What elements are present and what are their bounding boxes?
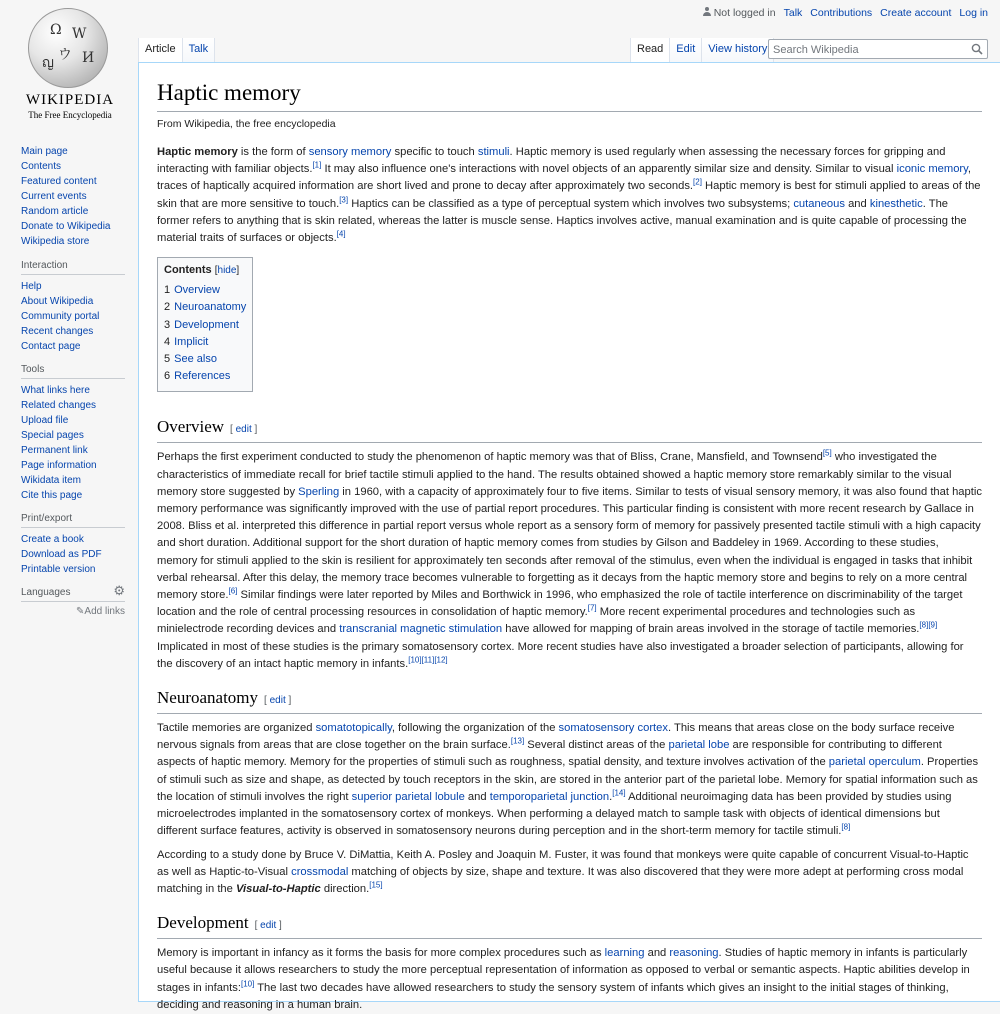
heading-overview: Overview [ edit ] bbox=[157, 416, 982, 443]
toc-title: Contents bbox=[164, 264, 212, 277]
link-temporoparietal-junction[interactable]: temporoparietal junction bbox=[489, 790, 610, 803]
edit-section-neuroanatomy[interactable]: edit bbox=[269, 695, 286, 707]
wikipedia-logo[interactable] bbox=[20, 8, 120, 126]
toc-num: 6 bbox=[164, 370, 171, 383]
link-stimuli[interactable]: stimuli bbox=[477, 146, 510, 158]
neuroanatomy-paragraph-2: According to a study done by Bruce V. DiMattia, Keith A. Posley and Joaquin M. Fuster, it was found that monkeys were quite capable of concurrent Visual-to-Haptic as well as Haptic-to-Visual crossmodal matching of objects by size, shape and texture. It was also discovered that they were more adept at performing cross modal matching in the Visual-to-Haptic direction.[15] bbox=[157, 848, 969, 895]
nav-tools bbox=[21, 364, 125, 503]
tab-edit[interactable] bbox=[669, 38, 701, 62]
pencil-icon: ✎ bbox=[76, 606, 85, 617]
portal-title-tools: Tools bbox=[21, 364, 125, 379]
wordmark: WIKIPEDIA bbox=[25, 92, 115, 108]
personal-tools bbox=[703, 7, 988, 19]
content-area bbox=[138, 62, 1000, 1011]
nav-featured-content[interactable]: Featured content bbox=[21, 176, 97, 187]
nav-main-page[interactable]: Main page bbox=[21, 146, 68, 157]
nav-current-events[interactable]: Current events bbox=[21, 191, 87, 202]
nav-community-portal[interactable]: Community portal bbox=[21, 311, 100, 322]
nav-contents[interactable]: Contents bbox=[21, 161, 62, 172]
portal-title-languages: Languages bbox=[21, 587, 125, 602]
nav-upload-file[interactable]: Upload file bbox=[21, 415, 69, 426]
edit-section-development[interactable]: edit bbox=[260, 920, 277, 932]
tab-read[interactable] bbox=[630, 38, 669, 62]
toc-link-references[interactable]: References bbox=[174, 370, 231, 383]
tab-article[interactable] bbox=[138, 38, 182, 62]
nav-what-links-here[interactable]: What links here bbox=[21, 385, 90, 396]
tab-talk[interactable] bbox=[182, 38, 216, 62]
nav-about[interactable]: About Wikipedia bbox=[21, 296, 94, 307]
development-paragraph: Memory is important in infancy as it forms the basis for more complex procedures such as learning and reasoning. Studies of haptic memory in infants is particularly useful because it allows researchers to study the more perceptual representation of information as opposed to verbal or semantic aspects. Haptic abilities develop in stages in infants:[10] The last two decades have allowed researchers to study the sensory system of infants which gives an insight to the initial stages of thinking, deciding and reasoning in a human brain. bbox=[157, 947, 970, 1011]
toc-num: 4 bbox=[164, 335, 171, 348]
sidebar bbox=[0, 0, 138, 1000]
nav-cite-page[interactable]: Cite this page bbox=[21, 490, 83, 501]
neuroanatomy-paragraph-1: Tactile memories are organized somatotopically, following the organization of the somatosensory cortex. This means that areas close on the body surface receive nervous signals from areas that are close together on the brain surface.[13] Several distinct areas of the parietal lobe are responsible for contributing to different aspects of haptic memory. Memory for the properties of stimuli such as roughness, spatial density, and texture involves activation of the parietal operculum. Properties of stimuli such as size and shape, as detected by touch receptors in the skin, are stored in the anterior part of the parietal lobe. Memory for spatial information such as the location of stimuli involves the right superior parietal lobule and temporoparietal junction.[14] Additional neuroimaging data has been provided by studies using microelectrodes implanted in the somatosensory cortex of monkeys. When performing a delayed match to sample task with objects of identical dimensions but different surface features, activity is observed in somatosensory neurons during perception and in the short-term memory for tactile stimuli.[8] bbox=[157, 722, 979, 838]
toc-hide-link[interactable]: hide bbox=[217, 265, 237, 277]
heading-neuroanatomy-text: Neuroanatomy bbox=[157, 688, 259, 708]
toc-item[interactable] bbox=[164, 334, 246, 351]
heading-neuroanatomy: Neuroanatomy [ edit ] bbox=[157, 687, 982, 714]
create-account-link[interactable]: Create account bbox=[880, 7, 952, 19]
user-icon bbox=[703, 7, 711, 16]
toc-num: 2 bbox=[164, 301, 171, 314]
talk-link[interactable]: Talk bbox=[783, 7, 803, 19]
toc-item[interactable] bbox=[164, 282, 246, 299]
portal-title-print: Print/export bbox=[21, 513, 125, 528]
contributions-link[interactable]: Contributions bbox=[810, 7, 873, 19]
nav-download-pdf[interactable]: Download as PDF bbox=[21, 549, 102, 560]
heading-development-text: Development bbox=[157, 913, 249, 933]
link-iconic-memory[interactable]: iconic memory bbox=[896, 163, 968, 176]
heading-overview-text: Overview bbox=[157, 417, 225, 437]
nav-donate[interactable]: Donate to Wikipedia bbox=[21, 221, 111, 232]
nav-help[interactable]: Help bbox=[21, 281, 42, 292]
not-logged-in: Not logged in bbox=[713, 7, 776, 19]
toc-item[interactable] bbox=[164, 299, 246, 316]
tab-read-label: Read bbox=[637, 43, 664, 55]
toc-link-implicit[interactable]: Implicit bbox=[174, 335, 209, 348]
toc-num: 3 bbox=[164, 318, 171, 331]
toc-link-development[interactable]: Development bbox=[174, 318, 239, 331]
overview-paragraph: Perhaps the first experiment conducted to study the phenomenon of haptic memory was that of Bliss, Crane, Mansfield, and Townsend[5] who investigated the characteristics of immediate recall for brief tactile stimuli applied to the hand. The results obtained showed a haptic memory store remarkably similar to the visual memory store suggested by Sperling in 1960, with a capacity of approximately four to five items. Similar to tests of visual sensory memory, it was also found that haptic memory performance was significantly improved with the use of partial report procedures. This particular finding is consistent with more recent research by Gallace in 2008. Bliss et al. interpreted this difference in partial report versus whole report as a sensory form of memory for passively presented tactile stimuli with a high capacity and short duration. Additional support for the short duration of haptic memory comes from studies by Gilson and Baddeley in 1969. According to these studies, memory for stimuli applied to the skin is resilient for approximately ten seconds after removal of the stimulus, even when the individual is engaged in tasks that inhibit verbal rehearsal. After this delay, the memory trace becomes vulnerable to forgetting as it decays from the haptic memory store and begins to rely on a more central memory store.[6] Similar findings were later reported by Miles and Borthwick in 1996, who emphasized the role of tactile interference on discriminability of the target location and the role of central processing resources in consolidation of haptic memory.[7] More recent experimental procedures and technologies such as minielectrode recording devices and transcranial magnetic stimulation have allowed for mapping of brain areas involved in the storage of tactile memories.[8][9] Implicated in most of these studies is the primary somatosensory cortex. More recent studies have also investigated a broader selection of participants, allowing for the discovery of an intact haptic memory in infants.[10][11][12] bbox=[157, 448, 982, 670]
nav-interaction bbox=[21, 260, 125, 354]
page-title: Haptic memory bbox=[157, 79, 982, 112]
nav-recent-changes[interactable]: Recent changes bbox=[21, 326, 94, 337]
intro-paragraph: Haptic memory is the form of sensory memory specific to touch stimuli. Haptic memory is used regularly when assessing the necessary forces for gripping and interacting with familiar objects.[1] It may also influence one's interactions with novel objects of an apparently similar size and density. Similar to visual iconic memory, traces of haptically acquired information are short lived and prone to decay after approximately two seconds.[2] Haptic memory is best for stimuli applied to areas of the skin that are more sensitive to touch.[3] Haptics can be classified as a type of perceptual system which involves two subsystems; cutaneous and kinesthetic. The former refers to anything that is skin related, whereas the latter is muscle sense. Haptics involves active, manual examination and is quite capable of processing the material traits of surfaces or objects.[4] bbox=[157, 146, 981, 245]
link-somatosensory-cortex[interactable]: somatosensory cortex bbox=[558, 722, 668, 735]
log-in-link[interactable]: Log in bbox=[959, 7, 988, 19]
nav-permanent-link[interactable]: Permanent link bbox=[21, 445, 88, 456]
nav-create-book[interactable]: Create a book bbox=[21, 534, 84, 545]
link-learning[interactable]: learning bbox=[604, 947, 645, 960]
nav-special-pages[interactable]: Special pages bbox=[21, 430, 84, 441]
nav-wikidata-item[interactable]: Wikidata item bbox=[21, 475, 82, 486]
search-input[interactable] bbox=[769, 41, 965, 59]
toc-num: 1 bbox=[164, 284, 171, 297]
edit-section-overview[interactable]: edit bbox=[235, 424, 252, 436]
link-tms[interactable]: transcranial magnetic stimulation bbox=[339, 623, 503, 636]
toc-item[interactable] bbox=[164, 368, 246, 385]
heading-development: Development [ edit ] bbox=[157, 912, 982, 939]
tab-view-history[interactable] bbox=[701, 38, 774, 62]
link-parietal-lobe[interactable]: parietal lobe bbox=[668, 739, 730, 752]
link-parietal-operculum[interactable]: parietal operculum bbox=[828, 756, 921, 769]
add-links-link[interactable]: Add links bbox=[84, 606, 125, 617]
tab-edit-label: Edit bbox=[676, 43, 696, 55]
tab-history-label: View history bbox=[708, 43, 768, 55]
link-reasoning[interactable]: reasoning bbox=[669, 947, 719, 960]
nav-printable-version[interactable]: Printable version bbox=[21, 564, 96, 575]
search-box bbox=[768, 39, 988, 59]
search-icon[interactable] bbox=[971, 43, 983, 55]
nav-contact[interactable]: Contact page bbox=[21, 341, 81, 352]
toc-link-see-also[interactable]: See also bbox=[174, 353, 217, 366]
link-somatotopically[interactable]: somatotopically bbox=[315, 722, 392, 735]
nav-random-article[interactable]: Random article bbox=[21, 206, 89, 217]
site-subtitle: From Wikipedia, the free encyclopedia bbox=[157, 118, 336, 130]
nav-store[interactable]: Wikipedia store bbox=[21, 236, 90, 247]
link-sperling[interactable]: Sperling bbox=[298, 485, 340, 498]
nav-related-changes[interactable]: Related changes bbox=[21, 400, 97, 411]
view-tabs bbox=[630, 38, 774, 62]
toc-link-neuroanatomy[interactable]: Neuroanatomy bbox=[174, 301, 247, 314]
gear-icon[interactable]: ⚙ bbox=[113, 583, 125, 598]
link-superior-parietal-lobule[interactable]: superior parietal lobule bbox=[351, 790, 465, 803]
tab-article-label: Article bbox=[145, 43, 176, 55]
tab-talk-label: Talk bbox=[188, 43, 209, 55]
nav-print bbox=[21, 513, 125, 577]
toc-item[interactable] bbox=[164, 351, 246, 368]
link-kinesthetic[interactable]: kinesthetic bbox=[869, 197, 923, 210]
nav-languages bbox=[21, 583, 125, 617]
nav-main bbox=[21, 144, 125, 249]
toc-item[interactable] bbox=[164, 317, 246, 334]
globe-glyphs: Ω W ウ И ญ bbox=[42, 22, 95, 71]
link-crossmodal[interactable]: crossmodal bbox=[291, 865, 349, 878]
nav-page-information[interactable]: Page information bbox=[21, 460, 97, 471]
toc-num: 5 bbox=[164, 353, 171, 366]
toc-link-overview[interactable]: Overview bbox=[174, 284, 220, 297]
link-sensory-memory[interactable]: sensory memory bbox=[308, 146, 392, 158]
link-cutaneous[interactable]: cutaneous bbox=[793, 197, 845, 210]
table-of-contents: Contents [hide] 1 Overview 2 Neuroanatomy 3 Development 4 Implicit 5 See also 6 References bbox=[157, 257, 253, 392]
namespace-tabs bbox=[138, 38, 215, 62]
portal-title-interaction: Interaction bbox=[21, 260, 125, 275]
logo-tagline: The Free Encyclopedia bbox=[28, 110, 112, 120]
